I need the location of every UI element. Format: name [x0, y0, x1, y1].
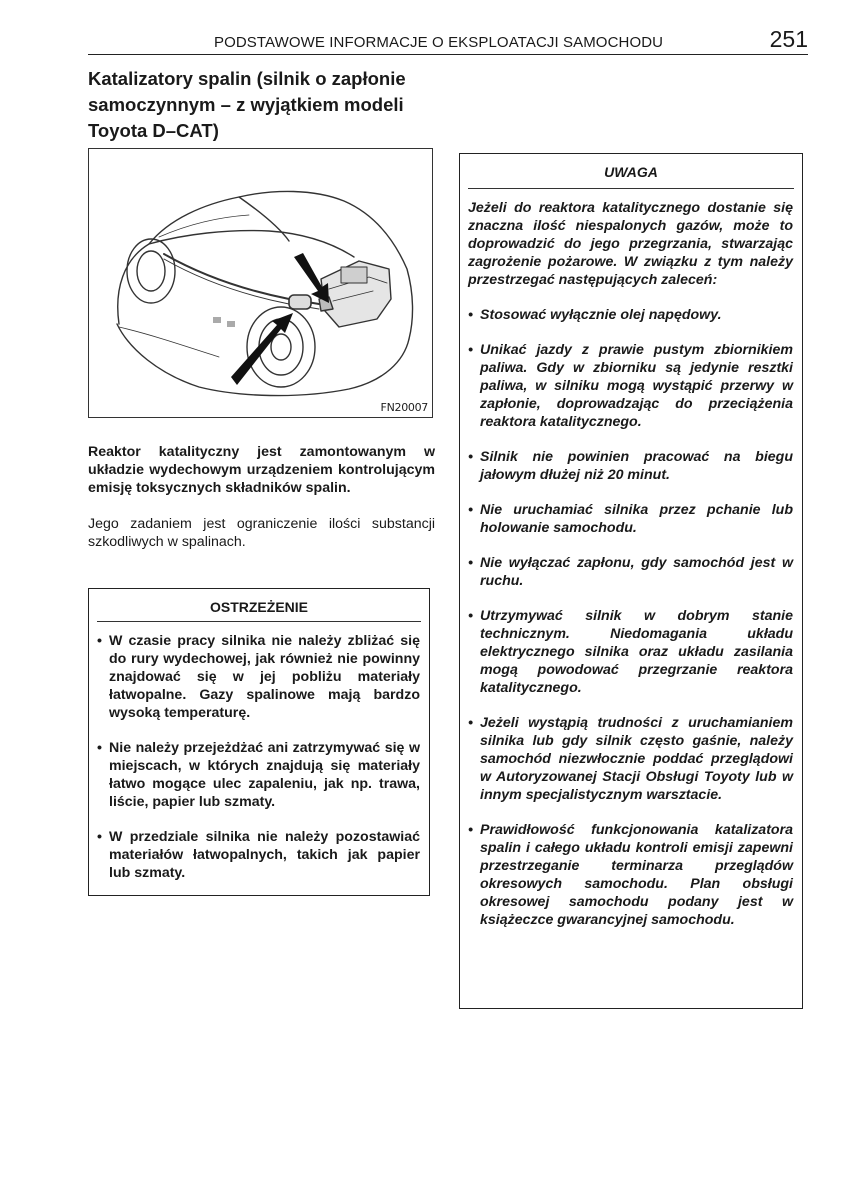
intro-text	[88, 443, 435, 551]
note-item	[468, 607, 793, 697]
bullet-icon: •	[468, 555, 473, 571]
note-intro: Jeżeli do reaktora katalitycznego dostanie się znaczna ilość niespalonych gazów, może to doprowadzić do jego przegrzania, stwarzając zagrożenie pożarowe. W związku z tym należy przestrzegać następujących zaleceń:	[468, 200, 793, 288]
note-item-text: Nie uruchamiać silnika przez pchanie lub holowanie samochodu.	[480, 502, 793, 536]
warning-heading: OSTRZEŻENIE	[209, 599, 308, 615]
note-heading: UWAGA	[604, 164, 658, 180]
note-item	[468, 714, 793, 804]
note-item-text: Utrzymywać silnik w dobrym stanie technicznym. Niedomagania układu elektrycznego silnika oraz układu zasilania mogą powodować przegrzanie reaktora katalitycznego.	[480, 608, 793, 696]
warning-box	[88, 588, 430, 896]
warning-divider	[97, 621, 421, 622]
warning-item	[97, 632, 420, 722]
note-item	[468, 554, 793, 590]
note-item	[468, 306, 793, 324]
warning-item-text: W czasie pracy silnika nie należy zbliżać się do rury wydechowej, jak również nie powinny znajdować się w jej pobliżu materiały łatwopalne. Gazy spalinowe mają bardzo wysoką temperaturę.	[109, 633, 420, 721]
note-item	[468, 448, 793, 484]
car-exhaust-illustration	[89, 149, 432, 417]
note-divider	[468, 188, 794, 189]
bullet-icon: •	[97, 829, 102, 845]
figure-code: FN20007	[380, 401, 428, 414]
note-box	[459, 153, 803, 1009]
note-item	[468, 341, 793, 431]
warning-item-text: W przedziale silnika nie należy pozostawiać materiałów łatwopalnych, takich jak papier lub szmaty.	[109, 829, 420, 881]
note-item-text: Prawidłowość funkcjonowania katalizatora spalin i całego układu kontroli emisji zapewni przestrzeganie terminarza przeglądów okresowych samochodu. Plan obsługi okresowej samochodu podany jest w książeczce gwarancyjnej samochodu.	[480, 822, 793, 928]
intro-bold-paragraph: Reaktor katalityczny jest zamontowanym w układzie wydechowym urządzeniem kontrolującym emisję toksycznych składników spalin.	[88, 444, 435, 496]
page-header	[88, 26, 808, 55]
note-item-text: Stosować wyłącznie olej napędowy.	[480, 307, 722, 323]
catalytic-converter-figure	[88, 148, 433, 418]
bullet-icon: •	[468, 715, 473, 731]
bullet-icon: •	[468, 608, 473, 624]
bullet-icon: •	[468, 449, 473, 465]
note-item-text: Nie wyłączać zapłonu, gdy samochód jest w ruchu.	[480, 555, 793, 589]
intro-normal-paragraph: Jego zadaniem jest ograniczenie ilości substancji szkodliwych w spalinach.	[88, 516, 435, 550]
warning-item	[97, 828, 420, 882]
bullet-icon: •	[468, 822, 473, 838]
note-body	[468, 199, 793, 946]
bullet-icon: •	[468, 342, 473, 358]
warning-item-text: Nie należy przejeżdżać ani zatrzymywać się w miejscach, w których znajdują się materiały łatwo mogące ulec zapaleniu, jak np. trawa, liście, papier lub szmaty.	[109, 740, 420, 810]
note-item	[468, 821, 793, 929]
section-title: Katalizatory spalin (silnik o zapłonie samoczynnym – z wyjątkiem modeli Toyota D–CAT)	[88, 68, 406, 141]
note-item-text: Jeżeli wystąpią trudności z uruchamianiem silnika lub gdy silnik często gaśnie, należy samochód niezwłocznie poddać przeglądowi w Autoryzowanej Stacji Obsługi Toyoty lub w innym specjalistycznym warsztacie.	[480, 715, 793, 803]
note-item-text: Unikać jazdy z prawie pustym zbiornikiem paliwa. Gdy w zbiorniku są jedynie resztki paliwa, w silniku mogą wystąpić przerwy w zapłonie, doprowadzając do przeciążenia reaktora katalitycznego.	[480, 342, 793, 430]
note-item	[468, 501, 793, 537]
page-number: 251	[769, 26, 808, 52]
header-title: PODSTAWOWE INFORMACJE O EKSPLOATACJI SAMOCHODU	[214, 34, 664, 51]
bullet-icon: •	[97, 740, 102, 756]
bullet-icon: •	[468, 502, 473, 518]
bullet-icon: •	[468, 307, 473, 323]
note-item-text: Silnik nie powinien pracować na biegu jałowym dłużej niż 20 minut.	[480, 449, 793, 483]
bullet-icon: •	[97, 633, 102, 649]
warning-item	[97, 739, 420, 811]
warning-list	[97, 632, 420, 899]
